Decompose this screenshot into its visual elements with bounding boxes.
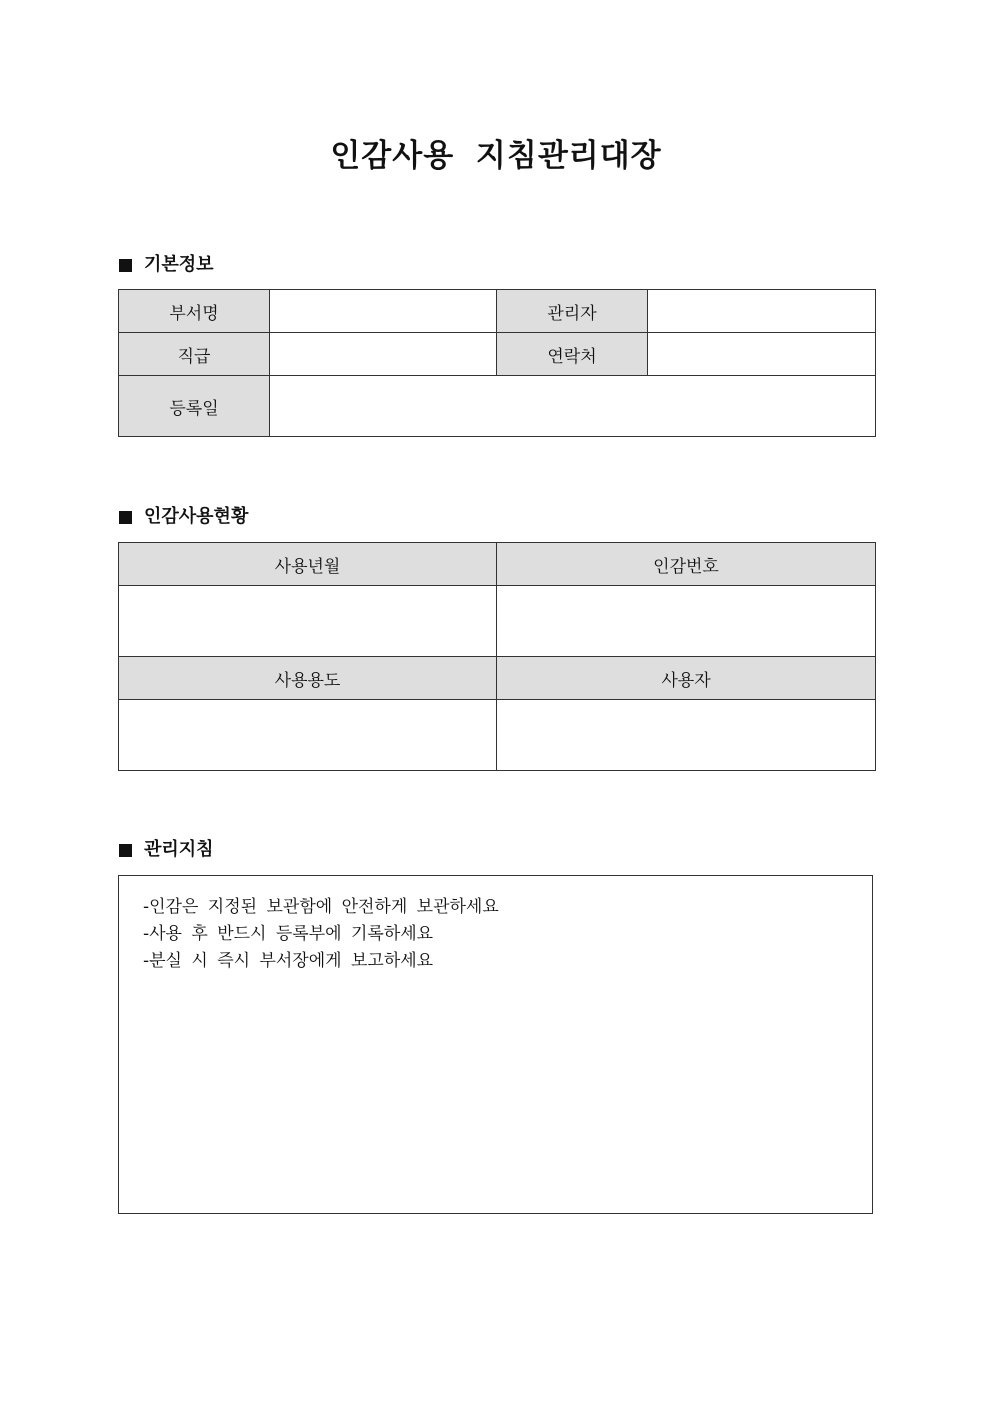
registration-date-field[interactable] bbox=[270, 376, 876, 437]
guidelines-heading-text: 관리지침 bbox=[144, 839, 214, 860]
basic-info-heading bbox=[119, 252, 214, 278]
user-header: 사용자 bbox=[497, 657, 876, 700]
square-bullet-icon bbox=[119, 259, 132, 272]
manager-field[interactable] bbox=[648, 290, 876, 333]
document-title: 인감사용 지침관리대장 bbox=[330, 138, 662, 174]
usage-status-table bbox=[118, 542, 876, 771]
manager-label: 관리자 bbox=[497, 290, 648, 333]
guidelines-box[interactable] bbox=[118, 875, 873, 1214]
department-label: 부서명 bbox=[119, 290, 270, 333]
usage-month-field[interactable] bbox=[119, 586, 497, 657]
purpose-field[interactable] bbox=[119, 700, 497, 771]
guideline-line: -인감은 지정된 보관함에 안전하게 보관하세요 bbox=[143, 897, 499, 917]
seal-number-field[interactable] bbox=[497, 586, 876, 657]
purpose-header: 사용용도 bbox=[119, 657, 497, 700]
usage-status-heading bbox=[119, 504, 248, 530]
usage-status-heading-text: 인감사용현황 bbox=[144, 506, 249, 527]
position-label: 직급 bbox=[119, 333, 270, 376]
guideline-line: -분실 시 즉시 부서장에게 보고하세요 bbox=[143, 951, 434, 971]
seal-number-header: 인감번호 bbox=[497, 543, 876, 586]
registration-date-label: 등록일 bbox=[119, 376, 270, 437]
contact-field[interactable] bbox=[648, 333, 876, 376]
guidelines-heading bbox=[119, 837, 214, 863]
position-field[interactable] bbox=[270, 333, 497, 376]
user-field[interactable] bbox=[497, 700, 876, 771]
department-field[interactable] bbox=[270, 290, 497, 333]
square-bullet-icon bbox=[119, 844, 132, 857]
basic-info-table bbox=[118, 289, 876, 437]
basic-info-heading-text: 기본정보 bbox=[144, 254, 214, 275]
square-bullet-icon bbox=[119, 511, 132, 524]
guideline-line: -사용 후 반드시 등록부에 기록하세요 bbox=[143, 924, 434, 944]
usage-month-header: 사용년월 bbox=[119, 543, 497, 586]
contact-label: 연락처 bbox=[497, 333, 648, 376]
